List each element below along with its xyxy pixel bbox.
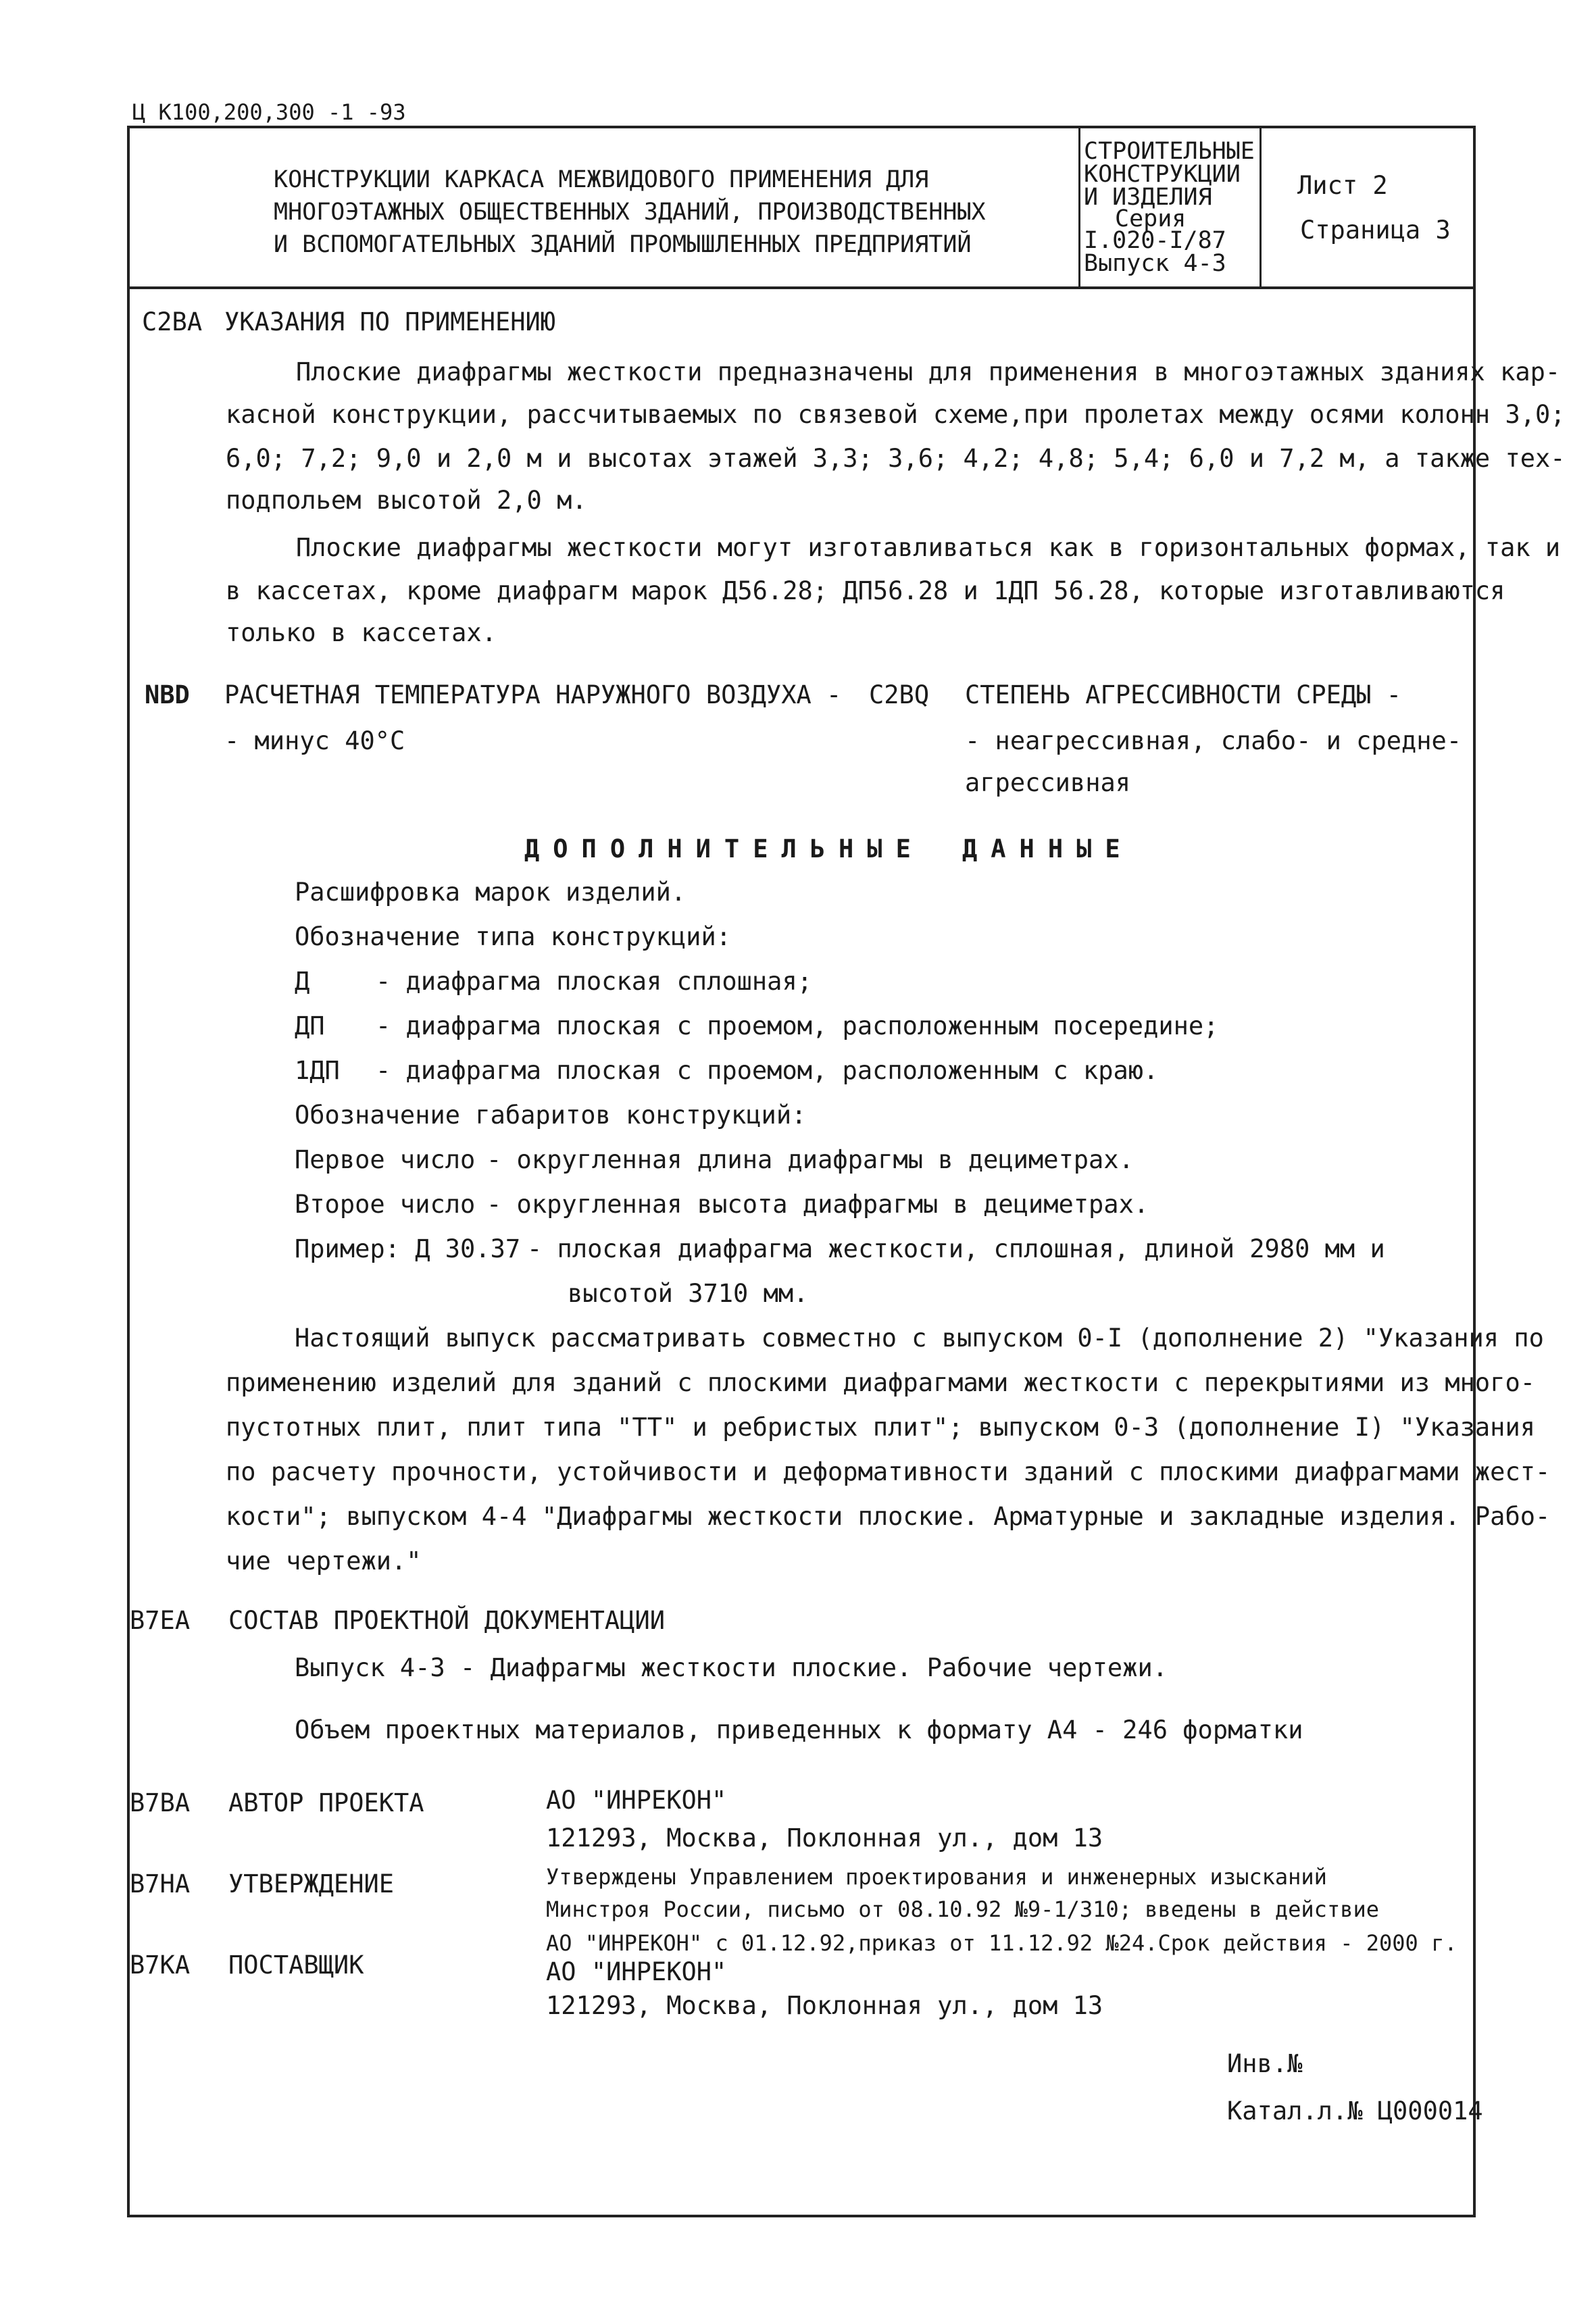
supplier-address: 121293, Москва, Поклонная ул., дом 13 [546, 1991, 1103, 2020]
aggressiveness-value: - неагрессивная, слабо- и средне- [965, 726, 1462, 755]
header-title-line: КОНСТРУКЦИИ КАРКАСА МЕЖВИДОВОГО ПРИМЕНЕНИЯ ДЛЯ [274, 166, 929, 193]
document-code: Ц К100,200,300 -1 -93 [132, 99, 406, 125]
mark-description: - диафрагма плоская с проемом, расположенным с краю. [376, 1056, 1159, 1085]
section-heading: УКАЗАНИЯ ПО ПРИМЕНЕНИЮ [224, 307, 556, 336]
mark-code: ДП [295, 1011, 325, 1040]
catalog-number: Катал.л.№ Ц000014 [1227, 2096, 1483, 2126]
note-line: по расчету прочности, устойчивости и деформативности зданий с плоскими диафрагмами жест- [226, 1457, 1551, 1486]
inventory-number: Инв.№ [1227, 2049, 1303, 2078]
paragraph-line: 6,0; 7,2; 9,0 и 2,0 м и высотах этажей 3,3; 3,6; 4,2; 4,8; 5,4; 6,0 и 7,2 м, а также тех- [226, 444, 1566, 473]
paragraph-line: в кассетах, кроме диафрагм марок Д56.28; ДП56.28 и 1ДП 56.28, которые изготавливаются [226, 576, 1505, 605]
issue-number: Выпуск 4-3 [1084, 250, 1226, 277]
mark-description: - диафрагма плоская с проемом, расположенным посередине; [376, 1011, 1219, 1040]
note-line: Настоящий выпуск рассматривать совместно с выпуском 0-I (дополнение 2) "Указания по [295, 1324, 1544, 1353]
example-description: высотой 3710 мм. [568, 1279, 809, 1308]
section-heading: СОСТАВ ПРОЕКТНОЙ ДОКУМЕНТАЦИИ [228, 1606, 666, 1635]
mark-code: Д [295, 967, 310, 996]
section-code: C2BA [142, 307, 203, 336]
section-code: NBD [145, 680, 190, 709]
series-number: I.020-I/87 [1084, 227, 1226, 254]
header-title-line: И ВСПОМОГАТЕЛЬНЫХ ЗДАНИЙ ПРОМЫШЛЕННЫХ ПРЕДПРИЯТИЙ [274, 231, 972, 258]
series-line: И ИЗДЕЛИЯ [1084, 184, 1212, 211]
mark-code: 1ДП [295, 1056, 340, 1085]
series-line: СТРОИТЕЛЬНЫЕ [1084, 138, 1255, 165]
dim-description: - округленная высота диафрагмы в дециметрах. [487, 1190, 1149, 1219]
note-line: пустотных плит, плит типа "ТТ" и ребристых плит"; выпуском 0-3 (дополнение I) "Указания [226, 1413, 1536, 1442]
section-heading: АВТОР ПРОЕКТА [228, 1788, 424, 1817]
approval-line: АО "ИНРЕКОН" с 01.12.92,приказ от 11.12.92 №24.Срок действия - 2000 г. [546, 1930, 1457, 1956]
section-heading: СТЕПЕНЬ АГРЕССИВНОСТИ СРЕДЫ - [965, 680, 1402, 709]
mark-description: - диафрагма плоская сплошная; [376, 967, 813, 996]
text-line: Объем проектных материалов, приведенных к формату А4 - 246 форматки [295, 1715, 1303, 1744]
series-line: Серия [1115, 205, 1187, 232]
header-title-line: МНОГОЭТАЖНЫХ ОБЩЕСТВЕННЫХ ЗДАНИЙ, ПРОИЗВОДСТВЕННЫХ [274, 199, 986, 226]
section-heading: РАСЧЕТНАЯ ТЕМПЕРАТУРА НАРУЖНОГО ВОЗДУХА - [224, 680, 842, 709]
dim-description: - округленная длина диафрагмы в дециметрах. [487, 1145, 1134, 1174]
paragraph-line: Плоские диафрагмы жесткости могут изготавливаться как в горизонтальных формах, так и [296, 533, 1561, 562]
example-label: Пример: Д 30.37 [295, 1234, 521, 1263]
text-line: Расшифровка марок изделий. [295, 878, 687, 907]
author-address: 121293, Москва, Поклонная ул., дом 13 [546, 1823, 1103, 1853]
section-code: C2BQ [869, 680, 930, 709]
approval-line: Минстроя России, письмо от 08.10.92 №9-1/310; введены в действие [546, 1896, 1379, 1922]
section-code: B7KA [130, 1951, 191, 1980]
paragraph-line: Плоские диафрагмы жесткости предназначены для применения в многоэтажных зданиях кар- [296, 357, 1561, 386]
note-line: применению изделий для зданий с плоскими диафрагмами жесткости с перекрытиями из много- [226, 1368, 1536, 1397]
note-line: кости"; выпуском 4-4 "Диафрагмы жесткости плоские. Арматурные и закладные изделия. Рабо- [226, 1502, 1551, 1531]
supplier-name: АО "ИНРЕКОН" [546, 1957, 727, 1986]
note-line: чие чертежи." [226, 1546, 422, 1576]
author-name: АО "ИНРЕКОН" [546, 1786, 727, 1815]
section-heading: ПОСТАВЩИК [228, 1951, 364, 1980]
aggressiveness-value: агрессивная [965, 768, 1131, 797]
temperature-value: - минус 40°С [224, 726, 405, 755]
dim-label: Второе число [295, 1190, 476, 1219]
section-code: B7HA [130, 1869, 191, 1898]
paragraph-line: подпольем высотой 2,0 м. [226, 486, 587, 515]
paragraph-line: только в кассетах. [226, 618, 497, 647]
section-heading: УТВЕРЖДЕНИЕ [228, 1869, 395, 1898]
series-line: КОНСТРУКЦИИ [1084, 161, 1241, 188]
section-heading: ДАННЫЕ [962, 834, 1134, 863]
text-line: Обозначение габаритов конструкций: [295, 1101, 807, 1130]
sheet-number: Лист 2 [1297, 171, 1388, 200]
approval-line: Утверждены Управлением проектирования и инженерных изысканий [546, 1864, 1327, 1890]
dim-label: Первое число [295, 1145, 476, 1174]
section-code: B7EA [130, 1606, 191, 1635]
paragraph-line: касной конструкции, рассчитываемых по связевой схеме,при пролетах между осями колонн 3,0; [226, 400, 1566, 429]
section-code: B7BA [130, 1788, 191, 1817]
title-divider [1078, 126, 1080, 286]
title-divider [1260, 126, 1262, 286]
text-line: Выпуск 4-3 - Диафрагмы жесткости плоские. Рабочие чертежи. [295, 1653, 1168, 1682]
page-number: Страница 3 [1300, 216, 1451, 245]
example-description: - плоская диафрагма жесткости, сплошная, длиной 2980 мм и [527, 1234, 1385, 1263]
text-line: Обозначение типа конструкций: [295, 922, 732, 951]
section-heading: ДОПОЛНИТЕЛЬНЫЕ [524, 834, 924, 863]
